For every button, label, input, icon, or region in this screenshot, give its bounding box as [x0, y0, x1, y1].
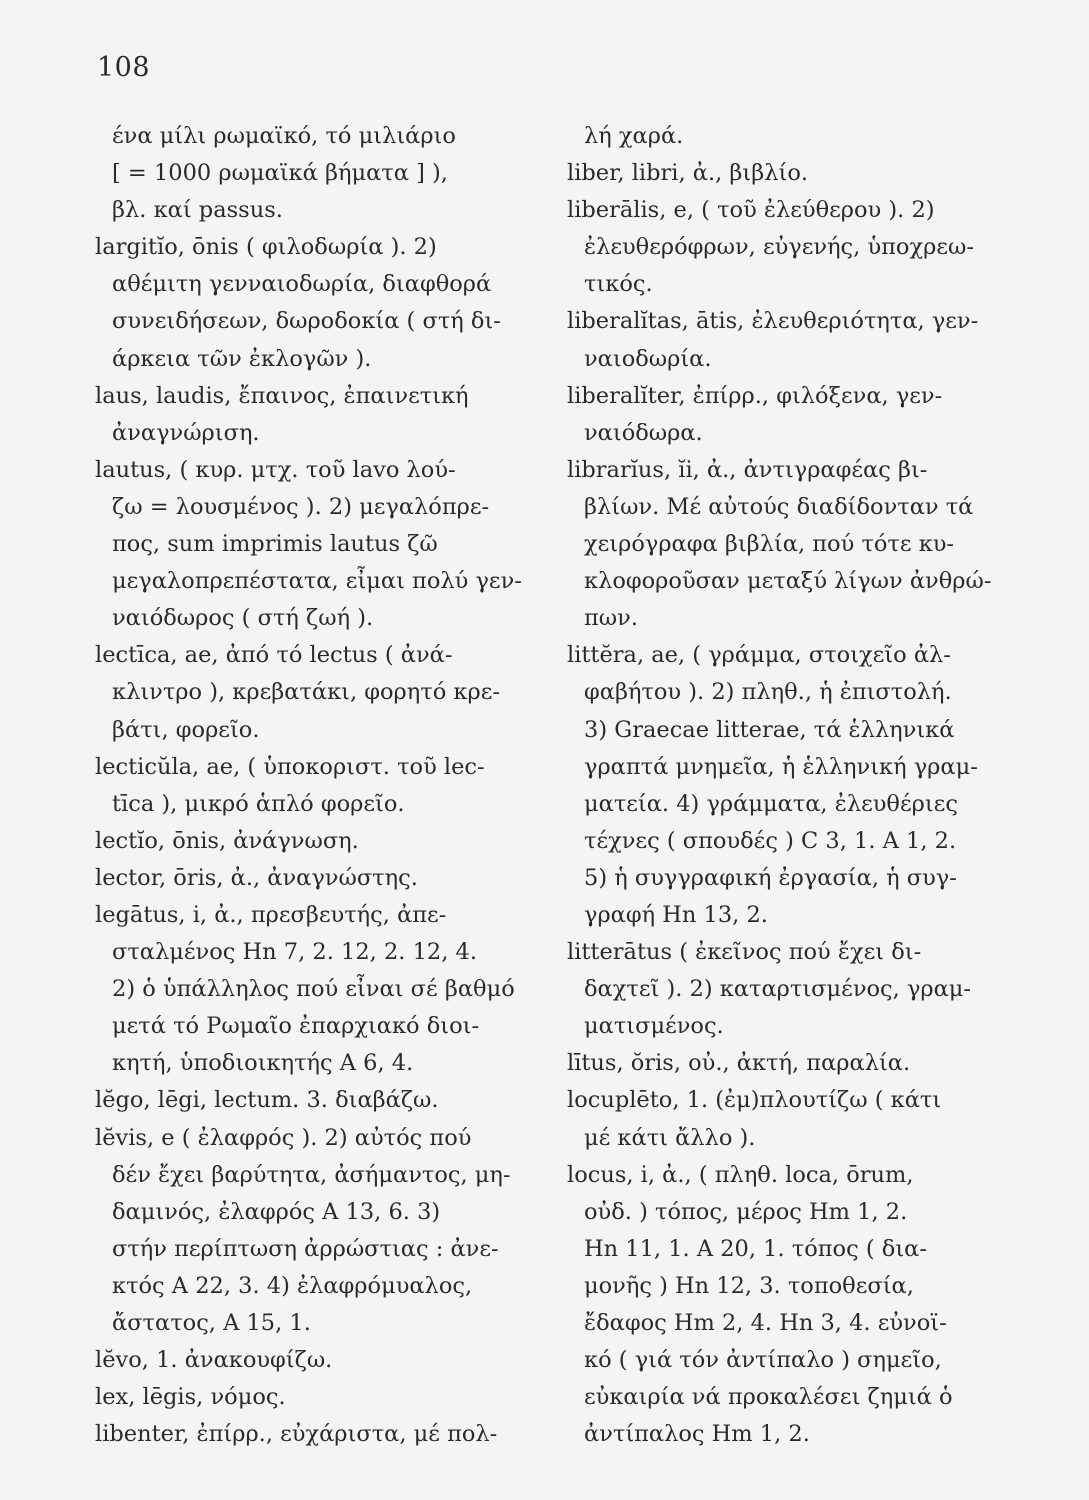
entry-continuation-line: μετά τό Ρωμαῖο ἐπαρχιακό διοι-: [112, 1013, 480, 1040]
entry-continuation-line: tīca ), μικρό ἁπλό φορεῖο.: [112, 790, 405, 817]
entry-continuation-line: ἄστατος, A 15, 1.: [112, 1310, 311, 1336]
entry-continuation-line: στήν περίπτωση ἀρρώστιας : ἀνε-: [112, 1235, 499, 1262]
entry-headword-line: litterātus ( ἐκεῖνος πού ἔχει δι-: [567, 939, 922, 966]
entry-continuation-line: σταλμένος Hn 7, 2. 12, 2. 12, 4.: [112, 939, 477, 966]
entry-continuation-line: δέν ἔχει βαρύτητα, ἀσήμαντος, μη-: [112, 1161, 511, 1188]
entry-continuation-line: ἐλευθερόφρων, εὐγενής, ὑποχρεω-: [584, 234, 974, 261]
entry-continuation-line: χειρόγραφα βιβλία, πού τότε κυ-: [584, 531, 955, 558]
entry-continuation-line: μέ κάτι ἄλλο ).: [584, 1124, 756, 1151]
entry-continuation-line: ναιοδωρία.: [584, 345, 712, 372]
entry-continuation-line: εὐκαιρία νά προκαλέσει ζημιά ὁ: [584, 1384, 953, 1411]
entry-headword-line: lĕvo, 1. ἀνακουφίζω.: [95, 1347, 333, 1374]
entry-continuation-line: ναιόδωρος ( στή ζωή ).: [112, 605, 374, 632]
entry-headword-line: liber, libri, ἀ., βιβλίο.: [567, 160, 809, 187]
entry-continuation-line: ματισμένος.: [584, 1013, 724, 1040]
entry-headword-line: lĕgo, lēgi, lectum. 3. διαβάζω.: [95, 1087, 439, 1114]
entry-continuation-line: ναιόδωρα.: [584, 419, 703, 446]
entry-continuation-line: δαμινός, ἐλαφρός A 13, 6. 3): [112, 1198, 441, 1225]
entry-headword-line: liberalĭter, ἐπίρρ., φιλόξενα, γεν-: [567, 382, 943, 409]
entry-continuation-line: μονῆς ) Hn 12, 3. τοποθεσία,: [584, 1272, 914, 1299]
entry-continuation-line: Hn 11, 1. A 20, 1. τόπος ( δια-: [584, 1235, 927, 1262]
entry-headword-line: lĕvis, e ( ἐλαφρός ). 2) αὐτός πού: [95, 1124, 472, 1151]
entry-continuation-line: 5) ἡ συγγραφική ἐργασία, ἡ συγ-: [584, 864, 957, 891]
entry-continuation-line: κητή, ὑποδιοικητής A 6, 4.: [112, 1050, 414, 1077]
entry-continuation-line: 3) Graecae litterae, τά ἑλληνικά: [584, 716, 955, 743]
entry-headword-line: littĕra, ae, ( γράμμα, στοιχεῖο ἀλ-: [567, 642, 951, 669]
entry-headword-line: lautus, ( κυρ. μτχ. τοῦ lavo λού-: [95, 456, 456, 483]
entry-continuation-line: πων.: [584, 605, 638, 632]
entry-continuation-line: κτός A 22, 3. 4) ἐλαφρόμυαλος,: [112, 1272, 473, 1299]
entry-continuation-line: τέχνες ( σπουδές ) C 3, 1. A 1, 2.: [584, 827, 957, 854]
entry-continuation-line: δαχτεῖ ). 2) καταρτισμένος, γραμ-: [584, 976, 972, 1003]
entry-continuation-line: βλίων. Μέ αὐτούς διαδίδονταν τά: [584, 493, 974, 520]
entry-headword-line: liberalĭtas, ātis, ἐλευθεριότητα, γεν-: [567, 308, 979, 335]
entry-continuation-line: φαβήτου ). 2) πληθ., ἡ ἐπιστολή.: [584, 679, 952, 706]
entry-continuation-line: βλ. καί passus.: [112, 197, 283, 224]
entry-continuation-line: κό ( γιά τόν ἀντίπαλο ) σημεῖο,: [584, 1347, 942, 1374]
entry-headword-line: lectĭo, ōnis, ἀνάγνωση.: [95, 827, 359, 854]
entry-headword-line: libenter, ἐπίρρ., εὐχάριστα, μέ πολ-: [95, 1421, 498, 1448]
entry-continuation-line: ματεία. 4) γράμματα, ἐλευθέριες: [584, 790, 958, 817]
entry-continuation-line: ἔδαφος Hm 2, 4. Hn 3, 4. εὐνοϊ-: [584, 1310, 947, 1336]
entry-continuation-line: κλιντρο ), κρεβατάκι, φορητό κρε-: [112, 679, 500, 706]
entry-headword-line: locuplēto, 1. (ἐμ)πλουτίζω ( κάτι: [567, 1087, 942, 1114]
entry-headword-line: lex, lēgis, νόμος.: [95, 1384, 286, 1411]
entry-continuation-line: κλοφοροῦσαν μεταξύ λίγων ἀνθρώ-: [584, 568, 992, 595]
entry-continuation-line: ζω = λουσμένος ). 2) μεγαλόπρε-: [112, 493, 490, 520]
entry-headword-line: lectīca, ae, ἀπό τό lectus ( ἀνά-: [95, 642, 453, 669]
entry-continuation-line: λή χαρά.: [584, 123, 684, 149]
entry-continuation-line: γραπτά μνημεῖα, ἡ ἑλληνική γραμ-: [584, 753, 978, 780]
entry-headword-line: liberālis, e, ( τοῦ ἐλεύθερου ). 2): [567, 197, 935, 224]
entry-continuation-line: αθέμιτη γενναιοδωρία, διαφθορά: [112, 271, 492, 298]
entry-continuation-line: συνειδήσεων, δωροδοκία ( στή δι-: [112, 308, 501, 335]
entry-headword-line: largitĭo, ōnis ( φιλοδωρία ). 2): [95, 234, 437, 261]
entry-headword-line: locus, i, ἀ., ( πληθ. loca, ōrum,: [567, 1161, 914, 1188]
entry-headword-line: legātus, i, ἀ., πρεσβευτής, ἀπε-: [95, 901, 447, 928]
entry-continuation-line: ἀντίπαλος Hm 1, 2.: [584, 1421, 810, 1448]
right-column: [567, 118, 997, 1453]
left-column: [95, 118, 540, 1453]
entry-headword-line: lecticŭla, ae, ( ὑποκοριστ. τοῦ lec-: [95, 753, 485, 780]
entry-continuation-line: οὐδ. ) τόπος, μέρος Hm 1, 2.: [584, 1198, 908, 1225]
entry-headword-line: laus, laudis, ἔπαινος, ἐπαινετική: [95, 382, 469, 409]
entry-continuation-line: ἀναγνώριση.: [112, 419, 260, 446]
entry-continuation-line: ένα μίλι ρωμαϊκό, τό μιλιάριο: [112, 123, 456, 149]
entry-headword-line: librarĭus, ĭi, ἀ., ἀντιγραφέας βι-: [567, 456, 928, 483]
entry-continuation-line: 2) ὁ ὑπάλληλος πού εἶναι σέ βαθμό: [112, 976, 515, 1003]
entry-continuation-line: άρκεια τῶν ἐκλογῶν ).: [112, 345, 372, 372]
entry-continuation-line: τικός.: [584, 271, 653, 298]
page-number: 108: [97, 52, 151, 83]
entry-continuation-line: μεγαλοπρεπέστατα, εἶμαι πολύ γεν-: [112, 568, 522, 595]
entry-headword-line: lector, ōris, ἀ., ἀναγνώστης.: [95, 864, 418, 891]
entry-continuation-line: βάτι, φορεῖο.: [112, 716, 260, 743]
entry-headword-line: lītus, ŏris, οὐ., ἀκτή, παραλία.: [567, 1050, 911, 1077]
entry-continuation-line: πος, sum imprimis lautus ζῶ: [112, 531, 438, 558]
entry-continuation-line: [ = 1000 ρωμαϊκά βήματα ] ),: [112, 160, 448, 187]
entry-continuation-line: γραφή Hn 13, 2.: [584, 901, 768, 928]
